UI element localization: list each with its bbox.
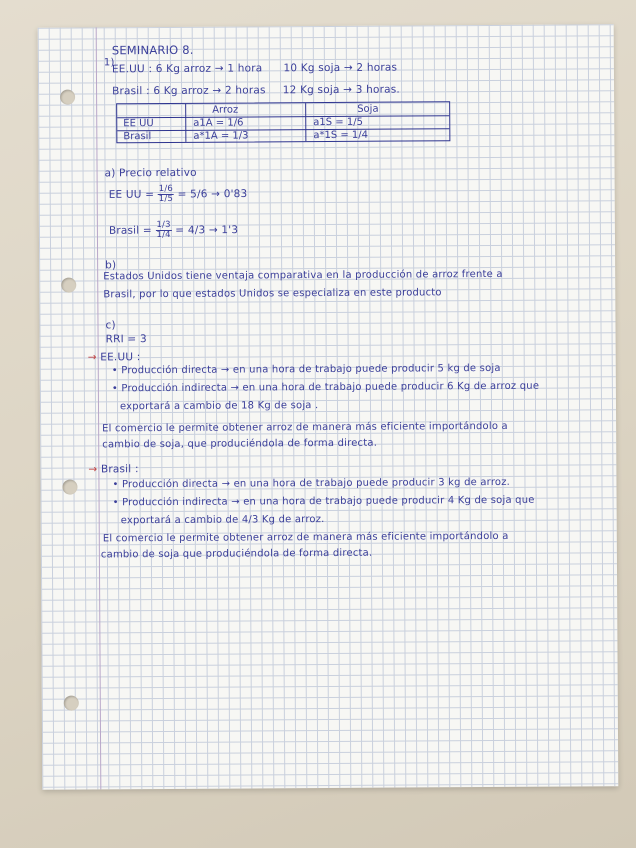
binder-hole bbox=[60, 90, 75, 105]
brazil-fraction-numerator: 1/3 bbox=[156, 219, 171, 231]
usa-fraction-denominator: 1/5 bbox=[158, 193, 174, 205]
usa-label: EE UU = bbox=[108, 188, 155, 201]
brazil-fraction bbox=[155, 221, 171, 240]
table-row-brazil-rice: a*1A = 1/3 bbox=[193, 130, 249, 142]
brazil-heading bbox=[88, 463, 138, 475]
brazil-conclusion-1: El comercio le permite obtener arroz de manera más eficiente importándolo a bbox=[102, 530, 509, 545]
exercise-number: 1) bbox=[103, 57, 115, 69]
cost-table bbox=[116, 101, 450, 143]
section-c-heading: c) bbox=[105, 319, 116, 332]
brazil-item-2: • Producción indirecta → en una hora de trabajo puede producir 4 Kg de soja que bbox=[112, 494, 535, 509]
brazil-item-3: exportará a cambio de 4/3 Kg de arroz. bbox=[120, 514, 325, 527]
usa-item-1: • Producción directa → en una hora de trabajo puede producir 5 kg de soja bbox=[111, 362, 501, 377]
brazil-relative-price bbox=[109, 221, 238, 241]
brazil-result: = 4/3 → 1'3 bbox=[175, 224, 239, 237]
brazil-item-2-text: Producción indirecta → en una hora de trabajo puede producir 4 Kg de soja que bbox=[122, 494, 535, 509]
usa-rice-time: 1 hora bbox=[227, 62, 263, 75]
usa-soy: 10 Kg soja bbox=[283, 61, 341, 75]
brazil-soy-time: 3 horas. bbox=[355, 83, 400, 96]
usa-item-2: • Producción indirecta → en una hora de trabajo puede producir 6 Kg de arroz que bbox=[111, 380, 540, 395]
brazil-rice: Brasil : 6 Kg arroz bbox=[112, 84, 209, 98]
usa-rice: EE.UU : 6 Kg arroz bbox=[111, 62, 212, 76]
section-a-heading: a) Precio relativo bbox=[104, 166, 197, 180]
rri-value: RRI = 3 bbox=[105, 333, 147, 346]
brazil-rice-time: 2 horas bbox=[224, 84, 266, 97]
usa-conclusion-2: cambio de soja, que produciéndola de forma directa. bbox=[102, 437, 378, 451]
brazil-heading-text: Brasil : bbox=[100, 463, 139, 476]
arrow-icon: → bbox=[87, 351, 97, 364]
brazil-soy: 12 Kg soja bbox=[282, 83, 340, 97]
usa-fraction-numerator: 1/6 bbox=[158, 183, 174, 195]
usa-result: = 5/6 → 0'83 bbox=[177, 187, 248, 201]
section-b-line-1: Estados Unidos tiene ventaja comparativa en la producción de arroz frente a bbox=[103, 268, 503, 283]
brazil-conclusion-2: cambio de soja que produciéndola de forma directa. bbox=[100, 547, 373, 561]
table-row-brazil-label: Brasil bbox=[123, 131, 152, 143]
binder-hole bbox=[62, 480, 77, 495]
brazil-fraction-denominator: 1/4 bbox=[156, 229, 171, 241]
brazil-label: Brasil = bbox=[108, 224, 152, 237]
table-row-usa-soy: a1S = 1/5 bbox=[313, 116, 363, 129]
table-row-usa-label: EE UU bbox=[123, 118, 154, 130]
table-row-usa-rice: a1A = 1/6 bbox=[193, 117, 244, 129]
binder-hole bbox=[61, 278, 76, 293]
brazil-item-1-text: Producción directa → en una hora de trabajo puede producir 3 kg de arroz. bbox=[121, 476, 511, 491]
usa-fraction bbox=[158, 185, 174, 204]
section-b-line-2: Brasil, por lo que estados Unidos se especializa en este producto bbox=[103, 287, 442, 301]
usa-item-3: exportará a cambio de 18 Kg de soja . bbox=[119, 400, 319, 413]
binder-hole bbox=[64, 696, 79, 711]
usa-relative-price bbox=[109, 184, 248, 204]
table-header-soy: Soja bbox=[357, 103, 379, 115]
usa-production-line: EE.UU : 6 Kg arroz → 1 hora 10 Kg soja → 2 horas bbox=[111, 61, 398, 76]
arrow-icon: → bbox=[88, 463, 98, 476]
usa-conclusion-1: El comercio le permite obtener arroz de manera más eficiente importándolo a bbox=[102, 420, 508, 435]
brazil-item-1: • Producción directa → en una hora de trabajo puede producir 3 kg de arroz. bbox=[112, 476, 511, 491]
margin-line bbox=[96, 27, 102, 789]
table-row-brazil-soy: a*1S = 1/4 bbox=[313, 129, 369, 142]
notebook-page bbox=[38, 24, 619, 790]
usa-item-2-text: Producción indirecta → en una hora de trabajo puede producir 6 Kg de arroz que bbox=[121, 380, 540, 395]
section-b-heading: b) bbox=[105, 259, 117, 272]
usa-item-1-text: Producción directa → en una hora de trabajo puede producir 5 kg de soja bbox=[121, 362, 501, 377]
usa-soy-time: 2 horas bbox=[356, 61, 398, 74]
brazil-production-line: Brasil : 6 Kg arroz → 2 horas 12 Kg soja → 3 horas. bbox=[112, 83, 400, 98]
page-title: SEMINARIO 8. bbox=[111, 42, 194, 58]
usa-heading bbox=[88, 351, 141, 363]
usa-heading-text: EE.UU : bbox=[100, 351, 141, 364]
table-header-rice: Arroz bbox=[212, 104, 239, 116]
